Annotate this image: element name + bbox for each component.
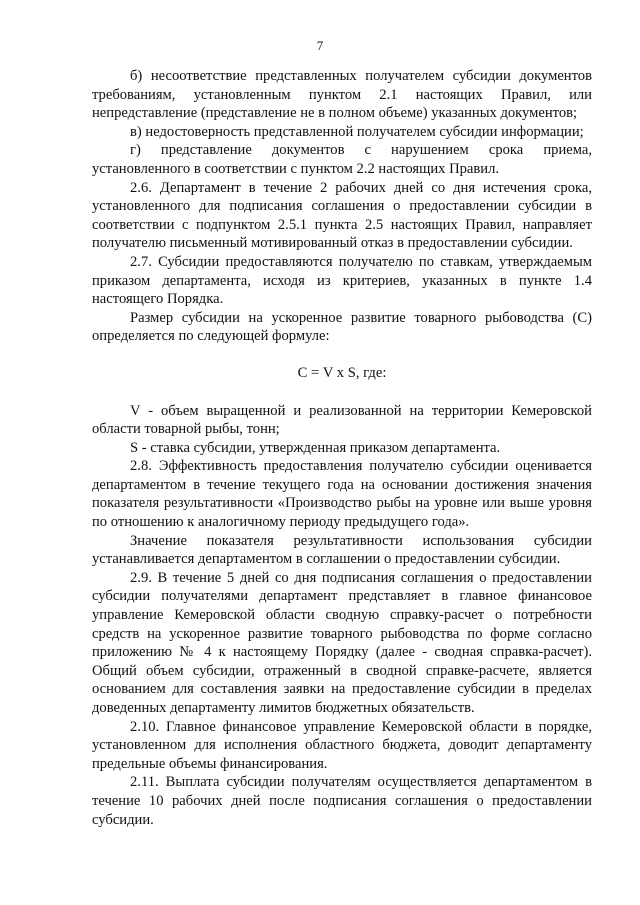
document-body: [92, 67, 592, 829]
paragraph-2-10: 2.10. Главное финансовое управление Кемеровской области в порядке, установленном для исполнения областного бюджета, доводит департаменту предельные объемы финансирования.: [92, 718, 592, 772]
paragraph-item-v: в) недостоверность представленной получателем субсидии информации;: [130, 123, 584, 140]
formula: С = V x S, где:: [297, 364, 387, 381]
page-number: 7: [316, 38, 324, 53]
paragraph-2-6: 2.6. Департамент в течение 2 рабочих дней со дня истечения срока, установленного для подписания соглашения о предоставлении субсидии в соответствии с подпунктом 2.5.1 пункта 2.5 настоящих Правил, направляет получателю письменный мотивированный отказ в предоставлении субсидии.: [92, 179, 592, 252]
paragraph-indicator-value: Значение показателя результативности использования субсидии устанавливается департаментом в соглашении о предоставлении субсидии.: [92, 532, 592, 568]
paragraph-s-definition: S - ставка субсидии, утвержденная приказом департамента.: [130, 439, 501, 456]
paragraph-item-g: г) представление документов с нарушением срока приема, установленного в соответствии с пунктом 2.2 настоящих Правил.: [92, 142, 592, 177]
paragraph-2-9: 2.9. В течение 5 дней со дня подписания соглашения о предоставлении субсидии получателями департамент представляет в главное финансовое управление Кемеровской области сводную справку-расчет о потребности средств на ускоренное развитие товарного рыбоводства по форме согласно приложению № 4 к настоящему Порядку (далее - сводная справка-расчет). Общий объем субсидии, отраженный в сводной справке-расчете, является основанием для составления заявки на предоставление субсидии в пределах доведенных департаменту лимитов бюджетных обязательств.: [92, 569, 592, 716]
paragraph-2-11: 2.11. Выплата субсидии получателям осуществляется департаментом в течение 10 рабочих дней после подписания соглашения о предоставлении субсидии.: [92, 774, 592, 828]
paragraph-2-7: 2.7. Субсидии предоставляются получателю по ставкам, утверждаемым приказом департамента, исходя из критериев, указанных в пункте 1.4 настоящего Порядка.: [92, 253, 592, 308]
paragraph-2-8: 2.8. Эффективность предоставления получателю субсидии оценивается департаментом в течение текущего года на основании достижения значения показателя результативности «Производство рыбы на уровне или выше уровня по отношению к аналогичному периоду предыдущего года».: [92, 458, 592, 531]
paragraph-subsidy-size: Размер субсидии на ускоренное развитие товарного рыбоводства (С) определяется по следующей формуле:: [92, 309, 592, 345]
paragraph-item-b: б) несоответствие представленных получателем субсидии документов требованиям, установленным пунктом 2.1 настоящих Правил, или непредставление (представление не в полном объеме) указанных документов;: [92, 68, 592, 122]
paragraph-v-definition: V - объем выращенной и реализованной на территории Кемеровской области товарной рыбы, тонн;: [92, 402, 592, 438]
